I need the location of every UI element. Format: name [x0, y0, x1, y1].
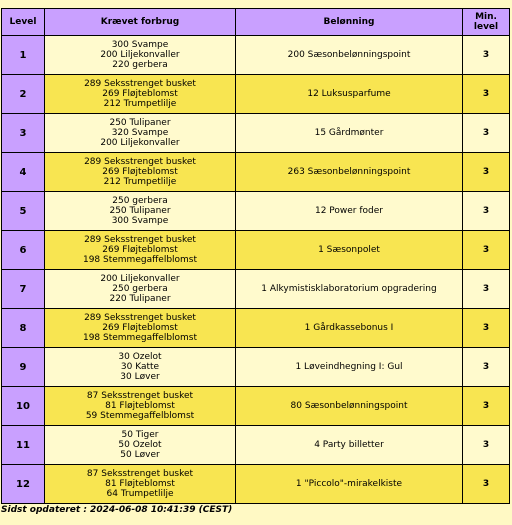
- required-item: 269 Fløjteblomst: [102, 167, 178, 177]
- table-row: [2, 153, 510, 192]
- required-cell: [45, 309, 236, 348]
- required-cell: [45, 153, 236, 192]
- required-item: 250 gerbera: [112, 196, 168, 206]
- level-cell: 5: [2, 192, 45, 231]
- required-item: 87 Seksstrenget busket: [86, 469, 194, 479]
- reward-cell: 80 Sæsonbelønningspoint: [236, 387, 463, 426]
- table-row: [2, 192, 510, 231]
- min-level-cell: 3: [463, 426, 510, 465]
- reward-cell: 1 Gårdkassebonus I: [236, 309, 463, 348]
- required-item: 87 Seksstrenget busket: [86, 391, 194, 401]
- min-level-cell: 3: [463, 114, 510, 153]
- required-item: 64 Trumpetlilje: [106, 489, 174, 499]
- table-row: [2, 75, 510, 114]
- required-item: 300 Svampe: [111, 40, 169, 50]
- reward-cell: 1 Løveindhegning I: Gul: [236, 348, 463, 387]
- table-row: [2, 231, 510, 270]
- header-min-level: [463, 9, 510, 36]
- header-level: Level: [2, 9, 45, 36]
- required-item: 59 Stemmegaffelblomst: [85, 411, 195, 421]
- required-cell: [45, 75, 236, 114]
- min-level-cell: 3: [463, 153, 510, 192]
- table-row: [2, 387, 510, 426]
- level-cell: 10: [2, 387, 45, 426]
- required-cell: [45, 426, 236, 465]
- level-cell: 8: [2, 309, 45, 348]
- required-item: 30 Ozelot: [118, 352, 162, 362]
- table-row: [2, 114, 510, 153]
- level-cell: 3: [2, 114, 45, 153]
- header-required: Krævet forbrug: [45, 9, 236, 36]
- required-item: 269 Fløjteblomst: [102, 323, 178, 333]
- min-level-cell: 3: [463, 75, 510, 114]
- level-cell: 9: [2, 348, 45, 387]
- reward-cell: 12 Power foder: [236, 192, 463, 231]
- reward-cell: 12 Luksusparfume: [236, 75, 463, 114]
- table-row: [2, 36, 510, 75]
- required-item: 289 Seksstrenget busket: [84, 313, 196, 323]
- min-level-cell: 3: [463, 231, 510, 270]
- min-level-cell: 3: [463, 270, 510, 309]
- required-item: 300 Svampe: [111, 216, 169, 226]
- header-min-level-label: Min. level: [473, 12, 499, 32]
- required-item: 250 gerbera: [112, 284, 168, 294]
- required-cell: [45, 114, 236, 153]
- required-item: 30 Katte: [120, 362, 160, 372]
- required-item: 81 Fløjteblomst: [105, 401, 175, 411]
- required-item: 198 Stemmegaffelblomst: [82, 333, 198, 343]
- required-item: 200 Liljekonvaller: [100, 50, 180, 60]
- table-row: [2, 426, 510, 465]
- reward-cell: 263 Sæsonbelønningspoint: [236, 153, 463, 192]
- table-row: [2, 270, 510, 309]
- table-row: [2, 348, 510, 387]
- required-item: 269 Fløjteblomst: [102, 245, 178, 255]
- required-item: 50 Løver: [120, 450, 160, 460]
- required-cell: [45, 36, 236, 75]
- last-updated: Sidst opdateret : 2024-06-08 10:41:39 (CEST): [1, 505, 233, 515]
- required-cell: [45, 270, 236, 309]
- required-item: 212 Trumpetlilje: [103, 99, 177, 109]
- required-item: 198 Stemmegaffelblomst: [82, 255, 198, 265]
- season-rewards-table: [1, 8, 510, 504]
- reward-cell: 200 Sæsonbelønningspoint: [236, 36, 463, 75]
- required-item: 320 Svampe: [111, 128, 169, 138]
- required-item: 250 Tulipaner: [109, 118, 171, 128]
- required-item: 212 Trumpetlilje: [103, 177, 177, 187]
- min-level-cell: 3: [463, 309, 510, 348]
- min-level-cell: 3: [463, 348, 510, 387]
- required-cell: [45, 387, 236, 426]
- required-item: 289 Seksstrenget busket: [84, 79, 196, 89]
- required-item: 269 Fløjteblomst: [102, 89, 178, 99]
- level-cell: 4: [2, 153, 45, 192]
- level-cell: 7: [2, 270, 45, 309]
- table-row: [2, 309, 510, 348]
- required-cell: [45, 192, 236, 231]
- reward-cell: 15 Gårdmønter: [236, 114, 463, 153]
- required-item: 30 Løver: [120, 372, 160, 382]
- required-cell: [45, 465, 236, 504]
- min-level-cell: 3: [463, 465, 510, 504]
- reward-cell: 1 Alkymistisklaboratorium opgradering: [236, 270, 463, 309]
- required-item: 50 Tiger: [121, 430, 159, 440]
- required-cell: [45, 231, 236, 270]
- required-item: 289 Seksstrenget busket: [84, 157, 196, 167]
- level-cell: 2: [2, 75, 45, 114]
- level-cell: 1: [2, 36, 45, 75]
- required-item: 289 Seksstrenget busket: [84, 235, 196, 245]
- level-cell: 6: [2, 231, 45, 270]
- min-level-cell: 3: [463, 192, 510, 231]
- required-item: 220 gerbera: [112, 60, 168, 70]
- required-item: 81 Fløjteblomst: [105, 479, 175, 489]
- header-row: [2, 9, 510, 36]
- table-row: [2, 465, 510, 504]
- level-cell: 12: [2, 465, 45, 504]
- required-cell: [45, 348, 236, 387]
- required-item: 200 Liljekonvaller: [100, 274, 180, 284]
- required-item: 200 Liljekonvaller: [100, 138, 180, 148]
- header-reward: Belønning: [236, 9, 463, 36]
- reward-cell: 1 "Piccolo"-mirakelkiste: [236, 465, 463, 504]
- required-item: 220 Tulipaner: [109, 294, 171, 304]
- required-item: 250 Tulipaner: [109, 206, 171, 216]
- min-level-cell: 3: [463, 36, 510, 75]
- min-level-cell: 3: [463, 387, 510, 426]
- required-item: 50 Ozelot: [118, 440, 162, 450]
- reward-cell: 1 Sæsonpolet: [236, 231, 463, 270]
- reward-cell: 4 Party billetter: [236, 426, 463, 465]
- level-cell: 11: [2, 426, 45, 465]
